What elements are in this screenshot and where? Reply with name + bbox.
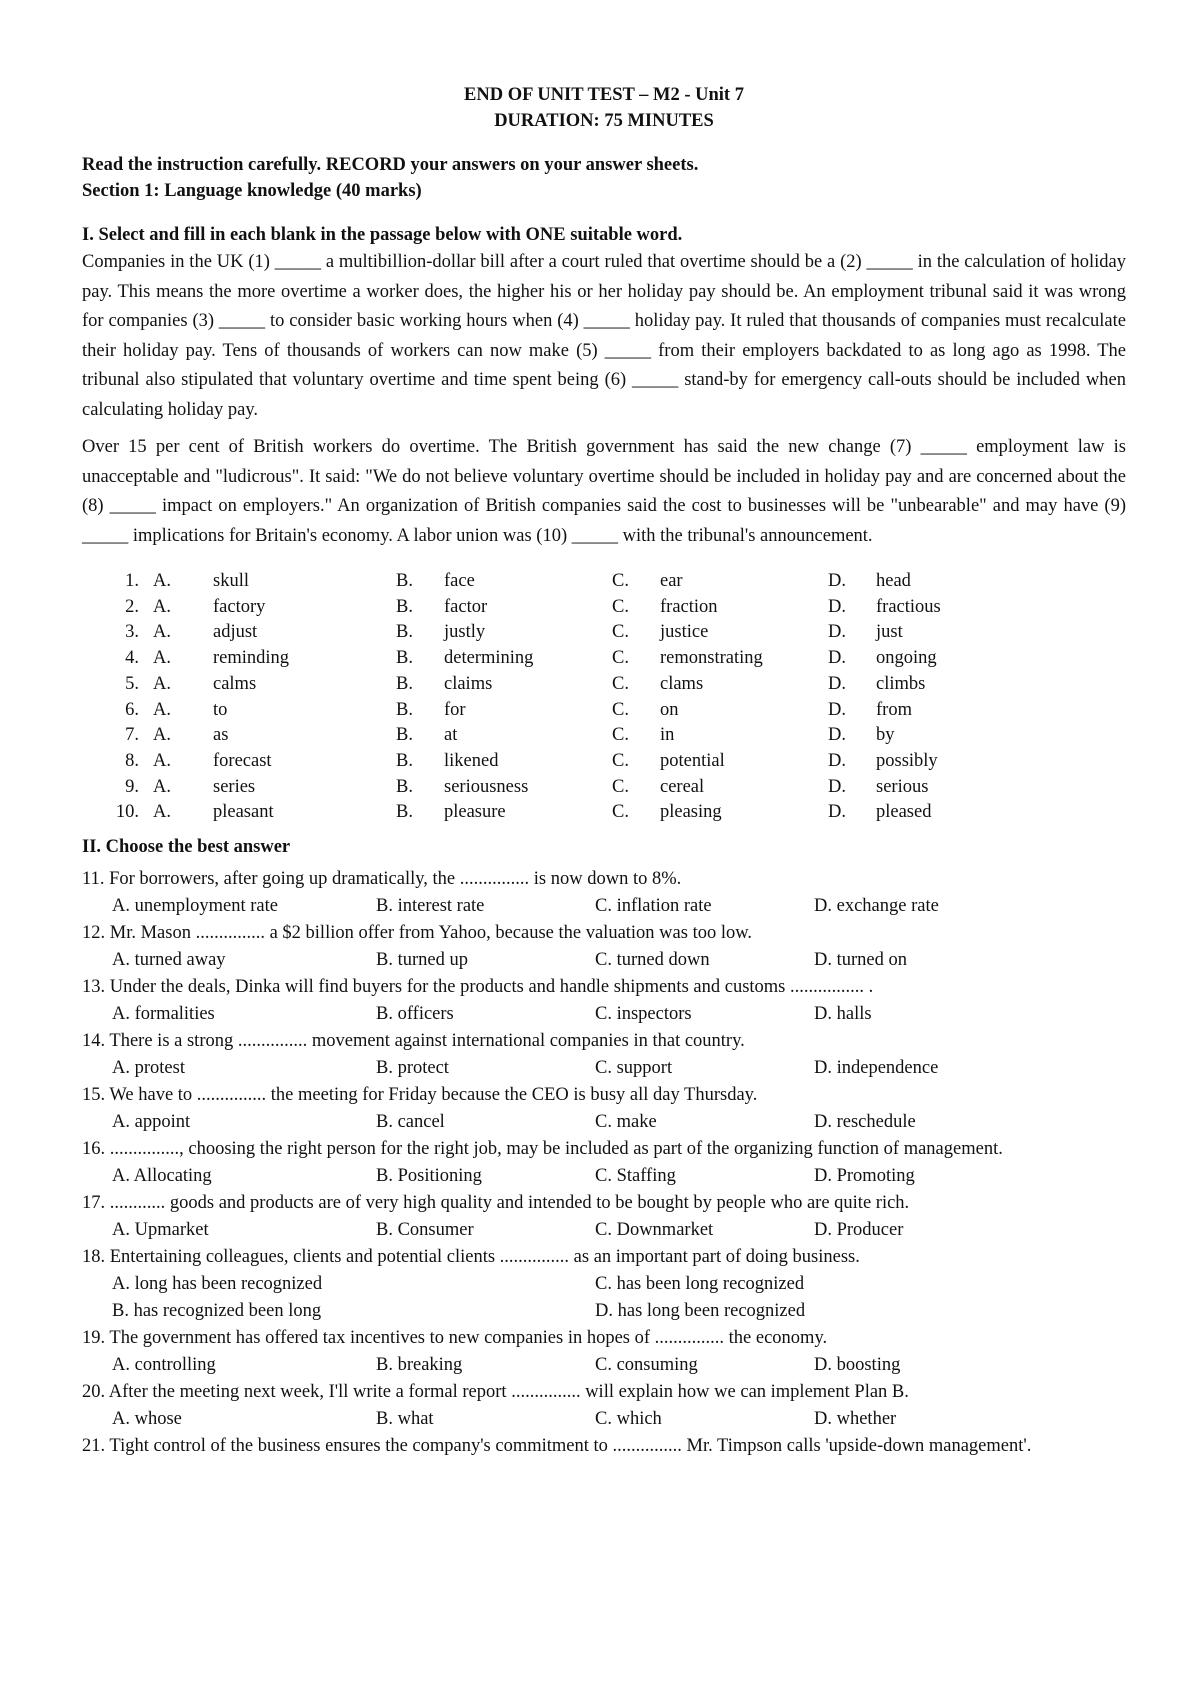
passage-paragraph-1: Companies in the UK (1) _____ a multibillion-dollar bill after a court ruled that overtime should be a (2) _____ in the calculation of holiday pay. This means the more overtime a worker does, the higher his or her holiday pay should be. An employment tribunal said it was wrong for companies (3) _____ to consider basic working hours when (4) _____ holiday pay. It ruled that thousands of companies must recalculate their holiday pay. Tens of thousands of workers can now make (5) _____ from their employers backdated to as long ago as 1998. The tribunal also stipulated that voluntary overtime and time spent being (6) _____ stand-by for emergency call-outs should be included when calculating holiday pay. <box>82 252 1126 420</box>
option-letter-a: A. <box>153 776 171 797</box>
option-a: forecast <box>213 750 272 771</box>
option-c: cereal <box>660 776 705 797</box>
question-stem: 16. ..............., choosing the right person for the right job, may be included as part of the organizing function of management. <box>82 1139 1003 1160</box>
option-b: for <box>444 699 466 720</box>
question <box>82 974 1126 1028</box>
option-row <box>97 749 1036 775</box>
option-letter-a: A. <box>153 622 171 643</box>
option-row <box>97 646 1036 672</box>
answer-choice[interactable]: C. has been long recognized <box>595 1274 805 1295</box>
question <box>82 1082 1126 1136</box>
options-table <box>97 569 1036 826</box>
answer-choice[interactable]: D. boosting <box>814 1355 901 1376</box>
answer-choice[interactable]: B. protect <box>376 1058 449 1079</box>
question-stem: 14. There is a strong ............... movement against international companies in that country. <box>82 1031 745 1052</box>
option-a: reminding <box>213 648 290 669</box>
option-letter-c: C. <box>612 673 629 694</box>
answer-choice[interactable]: A. turned away <box>112 950 226 971</box>
option-letter-c: C. <box>612 622 629 643</box>
answer-choice[interactable]: B. turned up <box>376 950 468 971</box>
option-letter-d: D. <box>828 776 846 797</box>
answer-choice[interactable]: B. officers <box>376 1004 454 1025</box>
answer-choice[interactable]: B. cancel <box>376 1112 445 1133</box>
instruction: Read the instruction carefully. RECORD your answers on your answer sheets. <box>82 155 699 175</box>
option-letter-a: A. <box>153 648 171 669</box>
option-letter-d: D. <box>828 596 846 617</box>
option-number: 5. <box>125 673 139 694</box>
option-letter-c: C. <box>612 648 629 669</box>
option-letter-a: A. <box>153 673 171 694</box>
option-letter-c: C. <box>612 750 629 771</box>
question-stem: 13. Under the deals, Dinka will find buyers for the products and handle shipments and customs ................ . <box>82 977 874 998</box>
option-a: series <box>213 776 256 797</box>
answer-choice[interactable]: A. long has been recognized <box>112 1274 323 1295</box>
option-letter-b: B. <box>396 725 413 746</box>
option-letter-a: A. <box>153 802 171 823</box>
option-letter-b: B. <box>396 802 413 823</box>
answer-choice[interactable]: C. Downmarket <box>595 1220 714 1241</box>
option-number: 6. <box>125 699 139 720</box>
option-b: likened <box>444 750 499 771</box>
option-d: just <box>876 622 903 643</box>
answer-choice[interactable]: D. has long been recognized <box>595 1301 806 1322</box>
answer-choice[interactable]: D. whether <box>814 1409 897 1430</box>
test-page <box>82 82 1126 1460</box>
option-row <box>97 800 1036 826</box>
question-stem: 17. ............ goods and products are of very high quality and intended to be bought by people who are quite rich. <box>82 1193 910 1214</box>
answer-choice[interactable]: D. independence <box>814 1058 939 1079</box>
option-c: pleasing <box>660 802 722 823</box>
option-b: justly <box>444 622 486 643</box>
answer-choice[interactable]: B. Positioning <box>376 1166 482 1187</box>
question-stem: 19. The government has offered tax incentives to new companies in hopes of ............... the economy. <box>82 1328 828 1349</box>
option-number: 4. <box>125 648 139 669</box>
answer-choice[interactable]: C. inspectors <box>595 1004 692 1025</box>
question <box>82 1325 1126 1379</box>
answer-choice[interactable]: C. consuming <box>595 1355 698 1376</box>
answer-choice[interactable]: A. unemployment rate <box>112 896 278 917</box>
option-c: on <box>660 699 679 720</box>
answer-choice[interactable]: A. appoint <box>112 1112 191 1133</box>
option-a: calms <box>213 673 257 694</box>
option-number: 10. <box>115 802 139 823</box>
answer-choice[interactable]: C. turned down <box>595 950 710 971</box>
option-letter-a: A. <box>153 596 171 617</box>
question <box>82 1379 1126 1433</box>
answer-choice[interactable]: B. breaking <box>376 1355 463 1376</box>
question-stem: 12. Mr. Mason ............... a $2 billion offer from Yahoo, because the valuation was too low. <box>82 923 753 944</box>
answer-choice[interactable]: A. controlling <box>112 1355 216 1376</box>
option-d: pleased <box>876 802 932 823</box>
option-letter-a: A. <box>153 571 171 591</box>
option-a: skull <box>213 571 249 591</box>
option-letter-b: B. <box>396 648 413 669</box>
option-b: seriousness <box>444 776 529 797</box>
question-stem: 18. Entertaining colleagues, clients and potential clients ............... as an important part of doing business. <box>82 1247 860 1268</box>
option-d: possibly <box>876 750 938 771</box>
option-number: 9. <box>125 776 139 797</box>
option-letter-d: D. <box>828 750 846 771</box>
question-stem: 11. For borrowers, after going up dramatically, the ............... is now down to 8%. <box>82 869 682 890</box>
option-a: to <box>213 699 228 720</box>
option-row <box>97 698 1036 724</box>
option-d: serious <box>876 776 929 797</box>
answer-choice[interactable]: A. Allocating <box>112 1166 212 1187</box>
part2-heading: II. Choose the best answer <box>82 837 291 858</box>
option-b: claims <box>444 673 493 694</box>
option-d: head <box>876 571 911 591</box>
answer-choice[interactable]: C. which <box>595 1409 662 1430</box>
answer-choice[interactable]: B. Consumer <box>376 1220 474 1241</box>
option-letter-b: B. <box>396 571 413 591</box>
option-c: justice <box>660 622 709 643</box>
passage-paragraph-2: Over 15 per cent of British workers do overtime. The British government has said the new change (7) _____ employment law is unacceptable and "ludicrous". It said: "We do not believe voluntary overtime should be included in holiday pay and are concerned about the (8) _____ impact on employers." An organization of British companies said the cost to businesses will be "unbearable" and may have (9) _____ implications for Britain's economy. A labor union was (10) _____ with the tribunal's announcement. <box>82 437 1126 546</box>
option-letter-a: A. <box>153 725 171 746</box>
answer-choice[interactable]: A. whose <box>112 1409 182 1430</box>
question-stem: 21. Tight control of the business ensures the company's commitment to ............... Mr. Timpson calls 'upside-down management'. <box>82 1436 1032 1457</box>
option-letter-c: C. <box>612 571 629 591</box>
option-number: 2. <box>125 596 139 617</box>
question <box>82 1028 1126 1082</box>
answer-choice[interactable]: D. Producer <box>814 1220 904 1241</box>
option-letter-c: C. <box>612 776 629 797</box>
option-letter-d: D. <box>828 802 846 823</box>
option-b: pleasure <box>444 802 506 823</box>
option-c: clams <box>660 673 704 694</box>
option-b: at <box>444 725 458 746</box>
option-d: by <box>876 725 895 746</box>
test-title: END OF UNIT TEST – M2 - Unit 7 <box>464 85 744 105</box>
question-stem: 20. After the meeting next week, I'll write a formal report ............... will explain how we can implement Plan B. <box>82 1382 909 1403</box>
option-row <box>97 775 1036 801</box>
answer-choice[interactable]: C. Staffing <box>595 1166 676 1187</box>
question <box>82 1244 1126 1325</box>
option-letter-d: D. <box>828 622 846 643</box>
answer-choice[interactable]: C. inflation rate <box>595 896 712 917</box>
option-letter-b: B. <box>396 596 413 617</box>
option-number: 1. <box>125 571 139 591</box>
answer-choice[interactable]: C. support <box>595 1058 673 1079</box>
option-row <box>97 723 1036 749</box>
answer-choice[interactable]: D. Promoting <box>814 1166 915 1187</box>
option-letter-b: B. <box>396 699 413 720</box>
option-letter-d: D. <box>828 699 846 720</box>
option-letter-b: B. <box>396 776 413 797</box>
answer-choice[interactable]: B. interest rate <box>376 896 485 917</box>
question <box>82 1136 1126 1190</box>
answer-choice[interactable]: A. formalities <box>112 1004 215 1025</box>
option-c: potential <box>660 750 725 771</box>
option-row <box>97 569 1036 595</box>
option-c: remonstrating <box>660 648 763 669</box>
option-a: factory <box>213 596 266 617</box>
option-d: ongoing <box>876 648 937 669</box>
answer-choice[interactable]: A. protest <box>112 1058 185 1079</box>
option-c: in <box>660 725 675 746</box>
answer-choice[interactable]: D. turned on <box>814 950 907 971</box>
option-letter-c: C. <box>612 725 629 746</box>
option-a: pleasant <box>213 802 274 823</box>
question-stem: 15. We have to ............... the meeting for Friday because the CEO is busy all day Thursday. <box>82 1085 758 1106</box>
question-list <box>82 866 1126 1460</box>
option-letter-b: B. <box>396 622 413 643</box>
option-d: from <box>876 699 912 720</box>
option-letter-d: D. <box>828 648 846 669</box>
option-letter-d: D. <box>828 571 846 591</box>
question <box>82 1190 1126 1244</box>
answer-choice[interactable]: D. halls <box>814 1004 872 1025</box>
option-letter-c: C. <box>612 802 629 823</box>
option-c: ear <box>660 571 683 591</box>
test-duration: DURATION: 75 MINUTES <box>494 111 714 131</box>
option-letter-c: C. <box>612 699 629 720</box>
section-heading: Section 1: Language knowledge (40 marks) <box>82 181 422 201</box>
option-letter-d: D. <box>828 673 846 694</box>
option-b: determining <box>444 648 534 669</box>
answer-choice[interactable]: D. exchange rate <box>814 896 939 917</box>
question <box>82 920 1126 974</box>
part1-heading: I. Select and fill in each blank in the passage below with ONE suitable word. <box>82 225 683 245</box>
option-letter-a: A. <box>153 750 171 771</box>
option-a: as <box>213 725 229 746</box>
option-row <box>97 672 1036 698</box>
option-number: 3. <box>125 622 139 643</box>
option-letter-d: D. <box>828 725 846 746</box>
question <box>82 1433 1126 1460</box>
answer-choice[interactable]: D. reschedule <box>814 1112 916 1133</box>
option-letter-b: B. <box>396 750 413 771</box>
option-d: fractious <box>876 596 941 617</box>
answer-choice[interactable]: C. make <box>595 1112 657 1133</box>
option-row <box>97 595 1036 621</box>
option-a: adjust <box>213 622 258 643</box>
question <box>82 866 1126 920</box>
option-row <box>97 620 1036 646</box>
option-letter-b: B. <box>396 673 413 694</box>
option-b: factor <box>444 596 488 617</box>
option-number: 8. <box>125 750 139 771</box>
option-d: climbs <box>876 673 926 694</box>
answer-choice[interactable]: A. Upmarket <box>112 1220 209 1241</box>
option-number: 7. <box>125 725 139 746</box>
option-c: fraction <box>660 596 718 617</box>
answer-choice[interactable]: B. has recognized been long <box>112 1301 322 1322</box>
option-letter-a: A. <box>153 699 171 720</box>
answer-choice[interactable]: B. what <box>376 1409 434 1430</box>
option-letter-c: C. <box>612 596 629 617</box>
option-b: face <box>444 571 475 591</box>
